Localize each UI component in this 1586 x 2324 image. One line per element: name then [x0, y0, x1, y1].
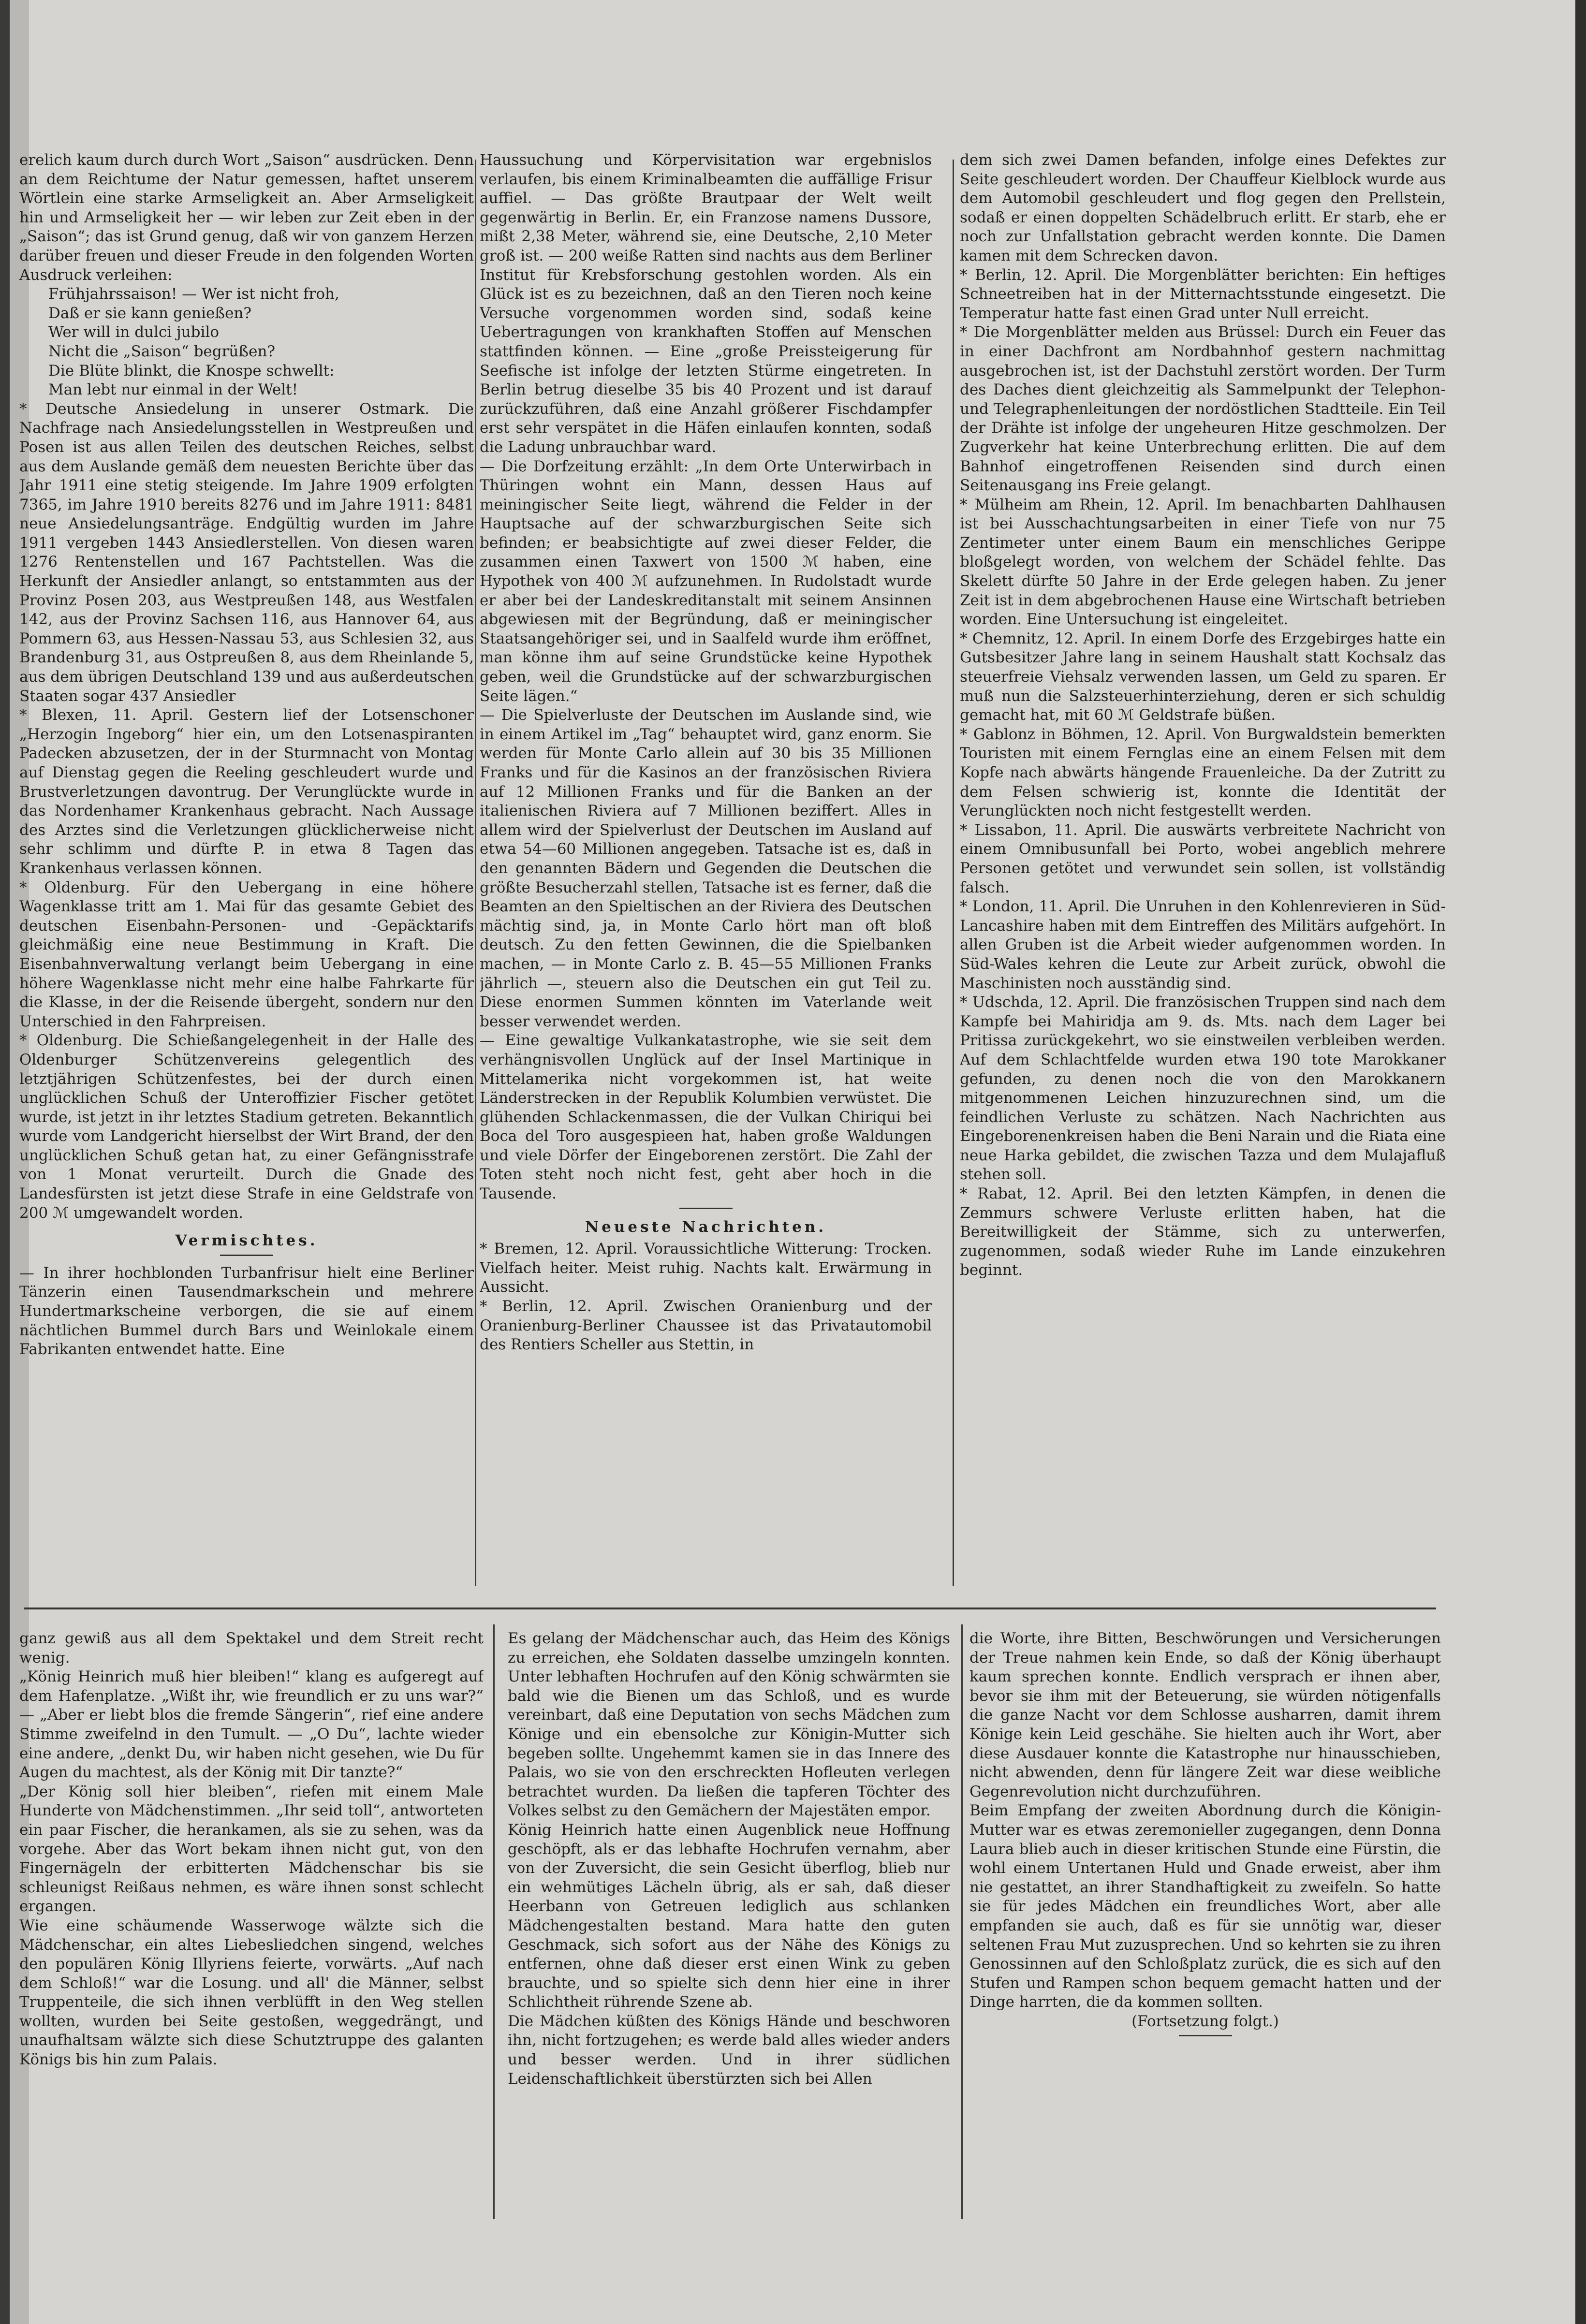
poem-line: Die Blüte blinkt, die Knospe schwellt: — [48, 362, 335, 380]
feuilleton-rule — [24, 1608, 1436, 1609]
column-3 — [960, 151, 1446, 1594]
serial-paragraph: Es gelang der Mädchenschar auch, das Heim des Königs zu erreichen, ehe Soldaten dasselbe umzingeln konnten. Unter lebhaften Hochrufen auf den König schwärmten sie bald wie die Bienen um das Schloß, und es wurde vereinbart, daß eine Deputation von sechs Mädchen zum Könige und ein ebensolche zur Königin-Mutter sich begeben sollte. Ungehemmt kamen sie in das Innere des Palais, wo sie von den erschreckten Hofleuten verlegen betrachtet wurden. Da ließen die tapferen Töchter des Volkes selbst zu den Gemächern der Majestäten empor. — [508, 1630, 950, 1820]
serial-paragraph: Wie eine schäumende Wasserwoge wälzte sich die Mädchenschar, ein altes Liebesliedchen singend, welches den populären König Illyriens feierte, vorwärts. „Auf nach dem Schloß!“ war die Losung. und all' die Männer, selbst Truppenteile, die sich ihnen verblüfft in den Weg stellen wollten, wurden bei Seite gestoßen, weggedrängt, und unaufhaltsam wälzte sich diese Schutztruppe des galanten Königs bis hin zum Palais. — [19, 1916, 484, 2069]
column-1 — [19, 151, 474, 1594]
article-turbanfrisur: — In ihrer hochblonden Turbanfrisur hielt eine Berliner Tänzerin einen Tausendmarkschein und mehrere Hundertmarkscheine verborgen, die sie auf einem nächtlichen Bummel durch Bars und Weinlokale einem Fabrikanten entwendet hatte. Eine — [19, 1264, 474, 1359]
divider — [220, 1255, 273, 1256]
serial-paragraph: Beim Empfang der zweiten Abordnung durch die Königin-Mutter war es etwas zeremonieller zugegangen, denn Donna Laura blieb auch in dieser kritischen Stunde eine Fürstin, die wohl einem Untertanen Huld und Gnade erweist, aber ihm nie gestattet, an ihrer Standhaftigkeit zu zweifeln. So hatte sie für jedes Mädchen ein freundliches Wort, aber alle empfanden sie auch, daß es für sie unnötig war, dieser seltenen Frau Mut zuzusprechen. Und so kehrten sie zu ihren Genossinnen auf den Schloßplatz zurück, die es sich auf den Stufen und Rampen schon bequem gemacht hatten und der Dinge harrten, die da kommen sollten. — [969, 1802, 1441, 2011]
article-udschda: * Udschda, 12. April. Die französischen Truppen sind nach dem Kampfe bei Mahiridja am 9. ds. Mts. nach dem Lager bei Pritissa zurückgekehrt, wo sie einstweilen verbleiben werden. Auf dem Schlachtfelde wurden etwa 190 tote Marokkaner gefunden, zu denen noch die von den Marokkanern mitgenommenen Leichen hinzuzurechnen sind, um die feindlichen Verluste zu schätzen. Nach Nachrichten aus Eingeborenenkreisen haben die Beni Narain und die Riata eine neue Harka gebildet, die zwischen Tazza und dem Mulajafluß stehen soll. — [960, 994, 1446, 1184]
column-rule — [493, 1624, 495, 2219]
poem-line: Man lebt nur einmal in der Welt! — [48, 381, 298, 399]
serial-column-3 — [969, 1629, 1441, 2219]
section-heading-vermischtes: Vermischtes. — [175, 1232, 318, 1250]
article-lissabon: * Lissabon, 11. April. Die auswärts verbreitete Nachricht von einem Omnibusunfall bei Porto, wobei angeblich mehrere Personen getötet und verwundet sein sollen, ist vollständig falsch. — [960, 821, 1446, 896]
serial-paragraph: Die Mädchen küßten des Königs Hände und beschworen ihn, nicht fortzugehen; es werde bald alles wieder anders und besser werden. Und in ihrer südlichen Leidenschaftlichkeit überstürzten sich bei Allen — [508, 2012, 950, 2088]
column-rule — [475, 160, 476, 1586]
serial-paragraph: die Worte, ihre Bitten, Beschwörungen und Versicherungen der Treue nahmen kein Ende, so daß der König überhaupt kaum sprechen konnte. Endlich versprach er ihnen aber, bevor sie ihm mit der Beteuerung, sie würden nötigenfalls die ganze Nacht vor dem Schlosse ausharren, damit ihrem Könige kein Leid geschähe. Sie hielten auch ihr Wort, aber diese Ausdauer konnte die Katastrophe nur hinausschieben, nicht abwenden, denn für längere Zeit war diese weibliche Gegenrevolution nicht durchzuführen. — [969, 1630, 1441, 1800]
page-edge-shadow — [1575, 0, 1586, 2324]
serial-column-1 — [19, 1629, 484, 2219]
section-heading-neueste-nachrichten: Neueste Nachrichten. — [585, 1218, 827, 1236]
column-rule — [953, 160, 954, 1586]
serial-paragraph: König Heinrich hatte einen Augenblick neue Hoffnung geschöpft, als er das lebhafte Hochrufen vernahm, aber von der Zuversicht, die sein Gesicht überflog, blieb nur ein wehmütiges Lächeln übrig, als er sah, daß dieser Heerbann von Getreuen lediglich aus schlanken Mädchengestalten bestand. Mara hatte den guten Geschmack, sich sofort aus der Nähe des Königs zu entfernen, ohne daß dieser erst einen Wink zu geben brauchte, und so spielte sich denn hier eine in ihrer Schlichtheit rührende Szene ab. — [508, 1821, 950, 2011]
article-ansiedelung: * Deutsche Ansiedelung in unserer Ostmark. Die Nachfrage nach Ansiedelungsstellen in Westpreußen und Posen ist aus allen Teilen des deutschen Reiches, selbst aus dem Auslande gemäß dem neuesten Berichte über das Jahr 1911 eine stetig steigende. Im Jahre 1909 erfolgten 7365, im Jahre 1910 bereits 8276 und im Jahre 1911: 8481 neue Ansiedelungsanträge. Endgültig wurden im Jahre 1911 vergeben 1443 Ansiedlerstellen. Von diesen waren 1276 Rentenstellen und 167 Pachtstellen. Was die Herkunft der Ansiedler anlangt, so entstammten aus der Provinz Posen 203, aus Westpreußen 148, aus Westfalen 142, aus der Provinz Sachsen 116, aus Hannover 64, aus Pommern 63, aus Hessen-Nassau 53, aus Schlesien 32, aus Brandenburg 31, aus Ostpreußen 8, aus dem Rheinlande 5, aus dem übrigen Deutschland 139 und aus außerdeutschen Staaten sogar 437 Ansiedler — [19, 400, 474, 705]
saison-intro: erelich kaum durch durch Wort „Saison“ ausdrücken. Denn an dem Reichtume der Natur gemessen, haftet unserem Wörtlein eine starke Armseligkeit an. Aber Armseligkeit hin und Armseligkeit her — wir leben zur Zeit eben in der „Saison“; das ist Grund genug, daß wir von ganzem Herzen darüber freuen und dieser Freude in den folgenden Worten Ausdruck verleihen: — [19, 151, 474, 284]
article-gablonz: * Gablonz in Böhmen, 12. April. Von Burgwaldstein bemerkten Touristen mit einem Fernglas eine an einem Felsen mit dem Kopfe nach abwärts hängende Frauenleiche. Da der Zutritt zu dem Felsen schwierig ist, konnte die Identität der Verunglückten noch nicht festgestellt werden. — [960, 725, 1446, 820]
article-rabat: * Rabat, 12. April. Bei den letzten Kämpfen, in denen die Zemmurs schwere Verluste erlitten haben, hat die Bereitwilligkeit der Stämme, sich zu unterwerfen, zugenommen, sodaß wieder Ruhe im Lande einzukehren beginnt. — [960, 1185, 1446, 1279]
poem-line: Daß er sie kann genießen? — [48, 304, 252, 322]
serial-paragraph: „Der König soll hier bleiben“, riefen mit einem Male Hunderte von Mädchenstimmen. „Ihr seid toll“, antworteten ein paar Fischer, die herankamen, als sie zu sehen, was da vorgehe. Aber das Wort bekam ihnen nicht gut, von den Fingernägeln der erbitterten Mädchenschar bis sie schleunigst Reißaus nehmen, es wäre ihnen sonst schlecht ergangen. — [19, 1783, 484, 1915]
poem-line: Nicht die „Saison“ begrüßen? — [48, 342, 276, 360]
article-berlin-automobil: * Berlin, 12. April. Zwischen Oranienburg und der Oranienburg-Berliner Chaussee ist das Privatautomobil des Rentiers Scheller aus Stettin, in — [480, 1298, 932, 1354]
article-chemnitz: * Chemnitz, 12. April. In einem Dorfe des Erzgebirges hatte ein Gutsbesitzer Jahre lang in seinem Haushalt statt Kochsalz das steuerfreie Viehsalz verwenden lassen, um Geld zu sparen. Er muß nun die Salzsteuerhinterziehung, deren er sich schuldig gemacht hat, mit 60 ℳ Geldstrafe büßen. — [960, 629, 1446, 724]
column-rule — [961, 1624, 963, 2219]
newspaper-page — [10, 0, 1581, 2324]
continuation-note: (Fortsetzung folgt.) — [1131, 2012, 1279, 2030]
article-automobil-cont: dem sich zwei Damen befanden, infolge eines Defektes zur Seite geschleudert worden. Der Chauffeur Kielblock wurde aus dem Automobil geschleudert und flog gegen den Prellstein, sodaß er einen doppelten Schädelbruch erlitt. Er starb, ehe er noch zur Unfallstation gebracht werden konnte. Die Damen kamen mit dem Schrecken davon. — [960, 151, 1446, 264]
divider — [679, 1208, 733, 1209]
serial-paragraph: „König Heinrich muß hier bleiben!“ klang es aufgeregt auf dem Hafenplatze. „Wißt ihr, wie freundlich er zu uns war?“ — „Aber er liebt blos die fremde Sängerin“, rief eine andere Stimme zweifelnd in den Tumult. — „O Du“, lachte wieder eine andere, „denkt Du, wir haben nicht gesehen, wie Du für Augen du machtest, als der König mit Dir tanzte?“ — [19, 1668, 484, 1782]
article-spielverluste: — Die Spielverluste der Deutschen im Auslande sind, wie in einem Artikel im „Tag“ behauptet wird, ganz enorm. Sie werden für Monte Carlo allein auf 30 bis 35 Millionen Franks und für die Kasinos an der französischen Riviera auf 12 Millionen Franks und für die Banken an der italienischen Riviera auf 7 Millionen beziffert. Alles in allem wird der Spielverlust der Deutschen im Ausland auf etwa 54—60 Millionen angegeben. Tatsache ist es, daß in den genannten Bädern und Gegenden die Deutschen die größte Besucherzahl stellen, Tatsache ist es ferner, daß die Beamten an den Spieltischen an der Riviera des Deutschen mächtig sind, ja, in Monte Carlo hört man oft bloß deutsch. Zu den fetten Gewinnen, die die Spielbanken machen, — in Monte Carlo z. B. 45—55 Millionen Franks jährlich —, steuern also die Deutschen ein gut Teil zu. Diese enormen Summen könnten im Vaterlande weit besser verwendet werden. — [480, 706, 932, 1030]
poem-line: Wer will in dulci jubilo — [48, 323, 219, 341]
divider — [1179, 2035, 1232, 2036]
article-vulkankatastrophe: — Eine gewaltige Vulkankatastrophe, wie sie seit dem verhängnisvollen Unglück auf der Insel Martinique in Mittelamerika nicht vorgekommen ist, hat weite Länderstrecken in der Republik Kolumbien verwüstet. Die glühenden Schlackenmassen, die der Vulkan Chiriqui bei Boca del Toro ausgespieen hat, haben große Waldungen und viele Dörfer der Eingeborenen zerstört. Die Zahl der Toten steht noch nicht fest, geht aber hoch in die Tausende. — [480, 1032, 932, 1203]
article-dorfzeitung: — Die Dorfzeitung erzählt: „In dem Orte Unterwirbach in Thüringen wohnt ein Mann, dessen Haus auf meiningischer Seite liegt, während die Felder in der Hauptsache auf der schwarzburgischen Seite sich befinden; er beabsichtigte auf zwei dieser Felder, die zusammen einen Taxwert von 1500 ℳ haben, eine Hypothek von 400 ℳ aufzunehmen. In Rudolstadt wurde er aber bei der Landeskreditanstalt mit seinem Ansinnen abgewiesen mit der Begründung, daß er meiningischer Staatsangehöriger sei, und in Saalfeld wurde ihm eröffnet, man könne ihm auf seine Grundstücke keine Hypothek geben, weil die Grundstücke auf der schwarzburgischen Seite lägen.“ — [480, 457, 932, 705]
article-bremen-witterung: * Bremen, 12. April. Voraussichtliche Witterung: Trocken. Vielfach heiter. Meist ruhig. Nachts kalt. Erwärmung in Aussicht. — [480, 1240, 932, 1296]
article-oldenburg-schiess: * Oldenburg. Die Schießangelegenheit in der Halle des Oldenburger Schützenvereins gelegentlich des letztjährigen Schützenfestes, bei der durch einen unglücklichen Schuß der Unteroffizier Fischer getötet wurde, ist jetzt in ihr letztes Stadium getreten. Bekanntlich wurde vom Landgericht hierselbst der Wirt Brand, der den unglücklichen Schuß getan hat, zu einer Gefängnisstrafe von 1 Monat verurteilt. Durch die Gnade des Landesfürsten ist jetzt diese Strafe in eine Geldstrafe von 200 ℳ umgewandelt worden. — [19, 1032, 474, 1222]
article-oldenburg-wagenklasse: * Oldenburg. Für den Uebergang in eine höhere Wagenklasse tritt am 1. Mai für das gesamte Gebiet des deutschen Eisenbahn-Personen- und -Gepäcktarifs gleichmäßig eine neue Bestimmung in Kraft. Die Eisenbahnverwaltung verlangt beim Uebergang in eine höhere Wagenklasse nicht mehr eine halbe Fahrkarte für die Klasse, in der die Reisende übergeht, sondern nur den Unterschied in den Fahrpreisen. — [19, 878, 474, 1030]
serial-column-2 — [508, 1629, 950, 2219]
column-2 — [480, 151, 932, 1594]
poem-line: Frühjahrssaison! — Wer ist nicht froh, — [48, 285, 339, 303]
article-berlin-vermischtes: Haussuchung und Körpervisitation war ergebnislos verlaufen, bis einem Kriminalbeamten die auffällige Frisur auffiel. — Das größte Brautpaar der Welt weilt gegenwärtig in Berlin. Er, ein Franzose namens Dussore, mißt 2,38 Meter, während sie, eine Deutsche, 2,10 Meter groß ist. — 200 weiße Ratten sind nachts aus dem Berliner Institut für Krebsforschung gestohlen worden. Als ein Glück ist es zu bezeichnen, daß an den Tieren noch keine Versuche vorgenommen worden sind, sodaß keine Uebertragungen von krankhaften Stoffen auf Menschen stattfinden können. — Eine „große Preissteigerung für Seefische ist infolge der letzten Stürme eingetreten. In Berlin betrug dieselbe 35 bis 40 Prozent und ist darauf zurückzuführen, daß eine Anzahl größerer Fischdampfer erst sehr verspätet in die Häfen einlaufen konnten, sodaß die Ladung unbrauchbar ward. — [480, 151, 932, 456]
article-blexen: * Blexen, 11. April. Gestern lief der Lotsenschoner „Herzogin Ingeborg“ hier ein, um den Lotsenaspiranten Padecken abzusetzen, der in der Sturmnacht von Montag auf Dienstag gegen die Reeling geschleudert wurde und Brustverletzungen davontrug. Der Verunglückte wurde in das Nordenhamer Krankenhaus gebracht. Nach Aussage des Arztes sind die Verletzungen glücklicherweise nicht sehr schlimm und dürfte P. in etwa 8 Tagen das Krankenhaus verlassen können. — [19, 706, 474, 877]
article-london: * London, 11. April. Die Unruhen in den Kohlenrevieren in Süd-Lancashire haben mit dem Eintreffen des Militärs aufgehört. In allen Gruben ist die Arbeit wieder aufgenommen worden. In Süd-Wales kehren die Leute zur Arbeit zurück, obwohl die Maschinisten noch ausständig sind. — [960, 898, 1446, 992]
article-muelheim: * Mülheim am Rhein, 12. April. Im benachbarten Dahlhausen ist bei Ausschachtungsarbeiten in einer Tiefe von nur 75 Zentimeter unter einem Baum ein menschliches Gerippe bloßgelegt worden, von welchem der Schädel fehlte. Das Skelett dürfte 50 Jahre in der Erde gelegen haben. Zu jener Zeit ist in dem abgebrochenen Hause eine Wirtschaft betrieben worden. Eine Untersuchung ist eingeleitet. — [960, 496, 1446, 629]
article-berlin-schnee: * Berlin, 12. April. Die Morgenblätter berichten: Ein heftiges Schneetreiben hat in der Mitternachtsstunde eingesetzt. Die Temperatur hatte fast einen Grad unter Null erreicht. — [960, 266, 1446, 322]
serial-paragraph: ganz gewiß aus all dem Spektakel und dem Streit recht wenig. — [19, 1630, 484, 1666]
article-bruessel-feuer: * Die Morgenblätter melden aus Brüssel: Durch ein Feuer das in einer Dachfront am Nordbahnhof gestern nachmittag ausgebrochen ist, ist der Dachstuhl zerstört worden. Der Turm des Daches dient gleichzeitig als Sammelpunkt der Telephon- und Telegraphenleitungen der nordöstlichen Stadtteile. Ein Teil der Drähte ist infolge der ungeheuren Hitze geschmolzen. Der Zugverkehr hat keine Unterbrechung erlitten. Die auf dem Bahnhof eingetroffenen Reisenden sind durch einen Seitenausgang ins Freie gelangt. — [960, 323, 1446, 495]
